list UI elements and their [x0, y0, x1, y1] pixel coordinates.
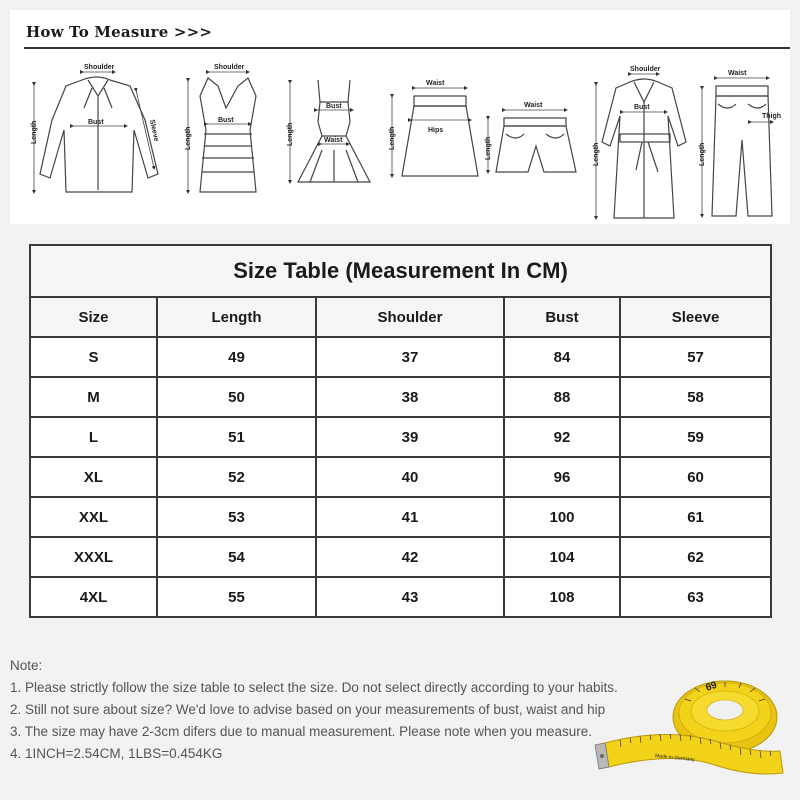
note-line-2: 2. Still not sure about size? We'd love to advise based on your measurements of bust, waist and hip — [10, 702, 606, 717]
label-waist-5: Waist — [524, 102, 543, 109]
notes-heading: Note: — [10, 658, 43, 673]
size-table — [29, 244, 772, 618]
cell-size: L — [30, 417, 157, 457]
label-bust-2: Bust — [218, 117, 234, 124]
cell-length: 52 — [157, 457, 316, 497]
cell-length: 55 — [157, 577, 316, 617]
tape-measure-icon — [575, 655, 800, 800]
cell-size: S — [30, 337, 157, 377]
table-row — [30, 537, 771, 577]
label-length-4: Length — [389, 126, 396, 150]
tape-print: Made in Germany — [654, 753, 695, 764]
label-length-6: Length — [593, 142, 600, 166]
label-sleeve-1: Sleeve — [148, 118, 160, 143]
cell-sleeve: 63 — [620, 577, 771, 617]
cell-bust: 100 — [504, 497, 620, 537]
cell-bust: 92 — [504, 417, 620, 457]
table-row — [30, 457, 771, 497]
shorts-diagram — [488, 110, 576, 172]
title-divider — [24, 47, 790, 49]
tape-number: 69 — [704, 679, 719, 694]
cell-bust: 104 — [504, 537, 620, 577]
table-row — [30, 577, 771, 617]
cell-length: 54 — [157, 537, 316, 577]
cell-sleeve: 62 — [620, 537, 771, 577]
cell-length: 53 — [157, 497, 316, 537]
cell-bust: 96 — [504, 457, 620, 497]
size-table-header-row — [30, 297, 771, 337]
cell-length: 50 — [157, 377, 316, 417]
header-length: Length — [157, 297, 316, 337]
table-row — [30, 497, 771, 537]
label-length-5: Length — [485, 136, 492, 160]
note-line-3: 3. The size may have 2-3cm difers due to manual measurement. Please note when you measure. — [10, 724, 593, 739]
size-table-caption: Size Table (Measurement In CM) — [30, 245, 771, 297]
tape-measure-image — [575, 655, 800, 800]
label-length-1: Length — [31, 120, 38, 144]
cell-sleeve: 59 — [620, 417, 771, 457]
cell-shoulder: 41 — [316, 497, 504, 537]
trousers-diagram — [702, 78, 772, 216]
cell-shoulder: 40 — [316, 457, 504, 497]
cell-shoulder: 37 — [316, 337, 504, 377]
table-row — [30, 377, 771, 417]
cell-length: 51 — [157, 417, 316, 457]
cell-bust: 108 — [504, 577, 620, 617]
coat-diagram — [596, 74, 686, 218]
cell-length: 49 — [157, 337, 316, 377]
garment-diagrams-svg — [10, 50, 790, 224]
label-shoulder-1: Shoulder — [84, 64, 115, 71]
cell-sleeve: 58 — [620, 377, 771, 417]
cell-size: XL — [30, 457, 157, 497]
cell-sleeve: 57 — [620, 337, 771, 377]
label-bust-3: Bust — [326, 103, 342, 110]
label-length-2: Length — [185, 126, 192, 150]
note-line-1: 1. Please strictly follow the size table to select the size. Do not select directly according to your habits. — [10, 680, 618, 695]
cell-shoulder: 42 — [316, 537, 504, 577]
how-to-measure-title: How To Measure >>> — [26, 23, 213, 41]
header-shoulder: Shoulder — [316, 297, 504, 337]
label-shoulder-2: Shoulder — [214, 64, 245, 71]
cell-size: 4XL — [30, 577, 157, 617]
cell-shoulder: 39 — [316, 417, 504, 457]
cell-bust: 84 — [504, 337, 620, 377]
cell-shoulder: 43 — [316, 577, 504, 617]
garment-diagrams — [10, 50, 790, 224]
note-line-4: 4. 1INCH=2.54CM, 1LBS=0.454KG — [10, 746, 223, 761]
cell-size: XXXL — [30, 537, 157, 577]
cell-sleeve: 60 — [620, 457, 771, 497]
blouse-diagram — [34, 72, 158, 192]
label-waist-4: Waist — [426, 80, 445, 87]
cell-sleeve: 61 — [620, 497, 771, 537]
strap-dress-diagram — [290, 80, 370, 182]
label-waist-3: Waist — [324, 137, 343, 144]
header-sleeve: Sleeve — [620, 297, 771, 337]
cell-shoulder: 38 — [316, 377, 504, 417]
label-shoulder-6: Shoulder — [630, 66, 661, 73]
label-bust-6: Bust — [634, 104, 650, 111]
how-to-measure-panel — [10, 10, 790, 224]
label-length-3: Length — [287, 122, 294, 146]
sleeveless-top-diagram — [188, 72, 256, 192]
header-bust: Bust — [504, 297, 620, 337]
header-size: Size — [30, 297, 157, 337]
label-hips-4: Hips — [428, 127, 444, 134]
label-thigh-7: Thigh — [762, 113, 782, 120]
table-row — [30, 417, 771, 457]
cell-size: M — [30, 377, 157, 417]
cell-bust: 88 — [504, 377, 620, 417]
cell-size: XXL — [30, 497, 157, 537]
label-bust-1: Bust — [88, 119, 104, 126]
size-table-caption-row — [30, 245, 771, 297]
table-row — [30, 337, 771, 377]
label-length-7: Length — [699, 142, 706, 166]
label-waist-7: Waist — [728, 70, 747, 77]
